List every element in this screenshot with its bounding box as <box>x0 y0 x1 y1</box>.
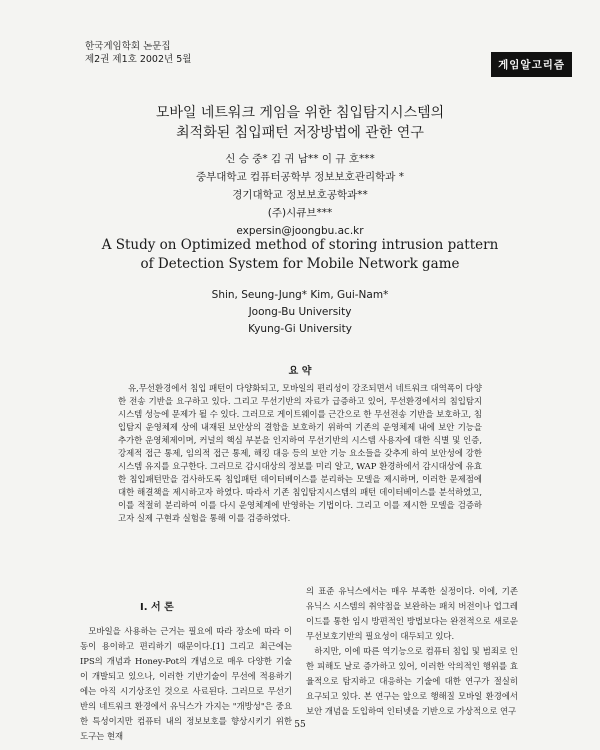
affiliation-2: 경기대학교 정보보호공학과** <box>232 189 368 201</box>
intro-paragraph-2: 하지만, 이에 따른 역기능으로 컴퓨터 침입 및 범죄로 인한 피해도 날로 증가하고 있어, 이러한 악의적인 행위를 효율적으로 탐지하고 대응하는 기술에 대한 연구가 절실히 요구되고 있다. 본 연구는 앞으로 행해질 모바일 환경에서 보안 개념을 도입하여 인터넷을 기반으로 가상적으로 연구 <box>306 646 518 716</box>
author-email: expersin@joongbu.ac.kr <box>236 225 364 237</box>
title-korean-line1: 모바일 네트워크 게임을 위한 침입탐지시스템의 <box>155 105 445 121</box>
intro-right-column <box>306 584 518 719</box>
affiliation-3: (주)시큐브*** <box>267 207 333 219</box>
author-names-korean: 신 승 중* 김 귀 남** 이 규 호*** <box>225 153 375 165</box>
affiliation-1: 중부대학교 컴퓨터공학부 정보보호관리학과 * <box>196 171 404 183</box>
authors-english <box>0 287 600 338</box>
title-english <box>0 236 600 274</box>
journal-issue: 제2권 제1호 2002년 5월 <box>85 54 192 65</box>
category-badge: 게임알고리즘 <box>491 52 572 77</box>
abstract-body: 유,무선환경에서 침입 패턴이 다양화되고, 모바일의 편리성이 강조되면서 네트워크 대역폭이 다양한 전송 기반을 요구하고 있다. 그리고 무선기반의 자료가 급증하고 있어, 무선환경에서의 침입탐지시스템 성능에 문제가 될 수 있다. 그러므로 게이트웨이를 근간으로 한 무선전송 기반을 보호하고, 침입탐지 운영체제 상에 내재된 보안상의 결함을 보호하기 위하여 기존의 운영체제 내에 보안 기능을 추가한 운영체제이며, 커널의 핵심 부분을 인지하여 무선기반의 시스템 사용자에 대한 식별 및 인증, 강제적 접근 통제, 임의적 접근 통제, 해킹 대응 등의 보안 기능 요소들을 갖추게 하여 보안성에 강한 시스템 유지를 요구한다. 그러므로 감시대상의 정보를 미리 알고, WAP 환경하에서 감시대상에 유효한 침입패턴만을 검사하도록 침입패턴 데이터베이스를 분리하는 모델을 제시하며, 이러한 문제점에 대한 해결책을 제시하고자 하였다. 따라서 기존 침입탐지시스템의 패턴 데이터베이스를 분석하였고, 이를 적절히 분리하여 이를 다시 운영체계에 반영하는 기법이다. 그리고 이를 제시한 모델을 검증하고자 실제 구현과 실험을 통해 이를 검증하였다. <box>118 383 482 523</box>
journal-name: 한국게임학회 논문집 <box>85 41 171 52</box>
affiliation-en-2: Kyung-Gi University <box>248 323 352 335</box>
author-names-english: Shin, Seung-Jung* Kim, Gui-Nam* <box>211 289 389 301</box>
section-heading-introduction: Ⅰ. 서 론 <box>140 602 174 613</box>
authors-korean <box>0 150 600 240</box>
title-english-line1: A Study on Optimized method of storing intrusion pattern <box>101 237 499 253</box>
journal-info <box>85 40 191 66</box>
title-korean <box>0 103 600 143</box>
title-english-line2: of Detection System for Mobile Network game <box>140 256 460 272</box>
intro-left-column: 모바일을 사용하는 근거는 필요에 따라 장소에 따라 이동이 용이하고 편리하기 때문이다.[1] 그리고 최근에는 IPS의 개념과 Honey-Pot의 개념으로 매우 다양한 기술이 개발되고 있으나, 이러한 기반기술이 무선에 적용하기에는 아직 시기상조인 것으로 사료된다. 그러므로 무선기반의 네트워크 환경에서 유닉스가 가지는 "개방성"은 중요한 특성이지만 컴퓨터 내의 정보보호를 향상시키기 위한 도구는 현재 <box>80 626 292 741</box>
abstract-heading: 요 약 <box>288 366 312 377</box>
affiliation-en-1: Joong-Bu University <box>248 306 352 318</box>
page-number: 55 <box>294 720 306 730</box>
title-korean-line2: 최적화된 침입패턴 저장방법에 관한 연구 <box>176 125 424 141</box>
intro-paragraph-continued: 의 표준 유닉스에서는 매우 부족한 실정이다. 이에, 기존 유닉스 시스템의 취약점을 보완하는 패치 버전이나 업그레이드를 통한 임시 방편적인 방법보다는 완전적으로 새로운 무선보호기반의 필요성이 대두되고 있다. <box>306 586 518 641</box>
